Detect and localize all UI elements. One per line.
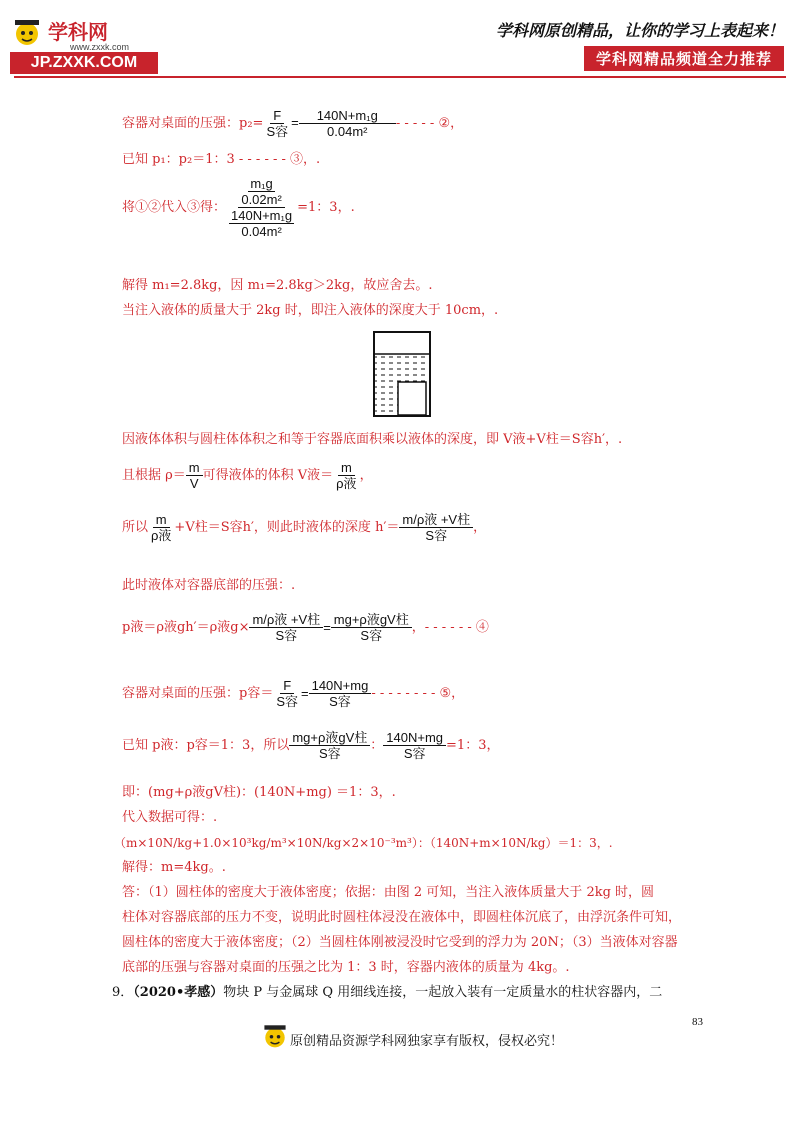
line-4: 解得 m₁=2.8kg，因 m₁=2.8kg＞2kg，故应舍去。.	[122, 278, 433, 293]
container-diagram	[372, 330, 456, 426]
line-9: 此时液体对容器底部的压强：.	[122, 578, 296, 593]
logo-small-url: www.zxxk.com	[70, 42, 130, 52]
line-11: 容器对桌面的压强：p容＝ F S容 = 140N+mg S容 - - - - - - - - ⑤，	[122, 678, 465, 709]
answer-line-3: 圆柱体的密度大于液体密度；（2）当圆柱体刚被浸没时它受到的浮力为 20N；（3）当液体对容器	[122, 935, 678, 950]
fraction: F S容	[276, 678, 298, 709]
fraction: $\frac{\text{140N+m₁g}}{\text{0.04m²}}$	[299, 108, 396, 139]
line-6: 因液体体积与圆柱体体积之和等于容器底面积乘以液体的深度，即 V液+V柱＝S容h′，.	[122, 432, 623, 447]
fraction: m/ρ液 +V柱 S容	[249, 612, 323, 643]
mascot-icon	[260, 1020, 290, 1050]
fraction: 140N+mg S容	[309, 678, 372, 709]
fraction: F S容	[266, 108, 289, 139]
line-16: 解得：m=4kg。.	[122, 860, 226, 875]
line-10: p液＝ρ液gh′＝ρ液g× m/ρ液 +V柱 S容 = mg+ρ液gV柱 S容 ，- - - - - - ④	[122, 612, 489, 643]
banner: 学科网精品频道全力推荐	[584, 46, 784, 71]
line-7: 且根据 ρ＝ m V 可得液体的体积 V液＝ m ρ液 ，	[122, 460, 373, 491]
line-5: 当注入液体的质量大于 2kg 时，即注入液体的深度大于 10cm，.	[122, 303, 499, 318]
line-12: 已知 p液：p容＝1：3，所以 mg+ρ液gV柱 S容 ： 140N+mg S容 =1：3，	[122, 730, 500, 761]
answer-line-2: 柱体对容器底部的压力不变，说明此时圆柱体浸没在液体中，即圆柱体沉底了，由浮沉条件可知，	[122, 910, 682, 925]
mascot-icon	[10, 14, 44, 48]
logo-url: JP.ZXXK.COM	[10, 52, 158, 74]
logo-text: 学科网	[48, 20, 108, 44]
fraction: m/ρ液 +V柱 S容	[399, 512, 473, 543]
fraction: mg+ρ液gV柱 S容	[289, 730, 370, 761]
answer-line-1: 答：（1）圆柱体的密度大于液体密度；依据：由图 2 可知，当注入液体质量大于 2kg 时，圆	[122, 885, 655, 900]
question-9: 9．（2020•孝感）物块 P 与金属球 Q 用细线连接，一起放入装有一定质量水的柱状容器内，二	[112, 985, 663, 1000]
line-15: （m×10N/kg+1.0×10³kg/m³×10N/kg×2×10⁻³m³）：（140N+m×10N/kg）＝1：3，.	[114, 836, 613, 850]
line-8: 所以 m ρ液 +V柱＝S容h′，则此时液体的深度 h′＝ m/ρ液 +V柱 S容 ，	[122, 512, 487, 543]
fraction: m ρ液	[336, 460, 357, 491]
line-14: 代入数据可得：.	[122, 810, 218, 825]
copyright: 原创精品资源学科网独家享有版权，侵权必究！	[290, 1034, 564, 1049]
header-rule	[14, 76, 786, 78]
fraction: m ρ液	[151, 512, 172, 543]
fraction: m V	[186, 460, 203, 491]
line-1: 容器对桌面的压强：p₂= F S容 = $\frac{\text{140N+m₁g}}{\text{0.04m²}}$ - - - - - ②，	[122, 108, 464, 139]
line-3: 将①②代入③得： m₁g 0.02m² 140N+m₁g 0.04m² =1：3，.	[122, 176, 355, 239]
line-13: 即：(mg+ρ液gV柱)：(140N+mg) ＝1：3，.	[122, 785, 396, 800]
page-number: 83	[692, 1016, 703, 1028]
answer-line-4: 底部的压强与容器对桌面的压强之比为 1：3 时，容器内液体的质量为 4kg。.	[122, 960, 570, 975]
fraction: 140N+mg S容	[383, 730, 446, 761]
fraction: mg+ρ液gV柱 S容	[331, 612, 412, 643]
compound-fraction: m₁g 0.02m² 140N+m₁g 0.04m²	[231, 176, 293, 239]
slogan: 学科网原创精品，让你的学习上表起来！	[495, 21, 784, 40]
line-2: 已知 p₁：p₂＝1：3 - - - - - - ③，.	[122, 152, 321, 167]
